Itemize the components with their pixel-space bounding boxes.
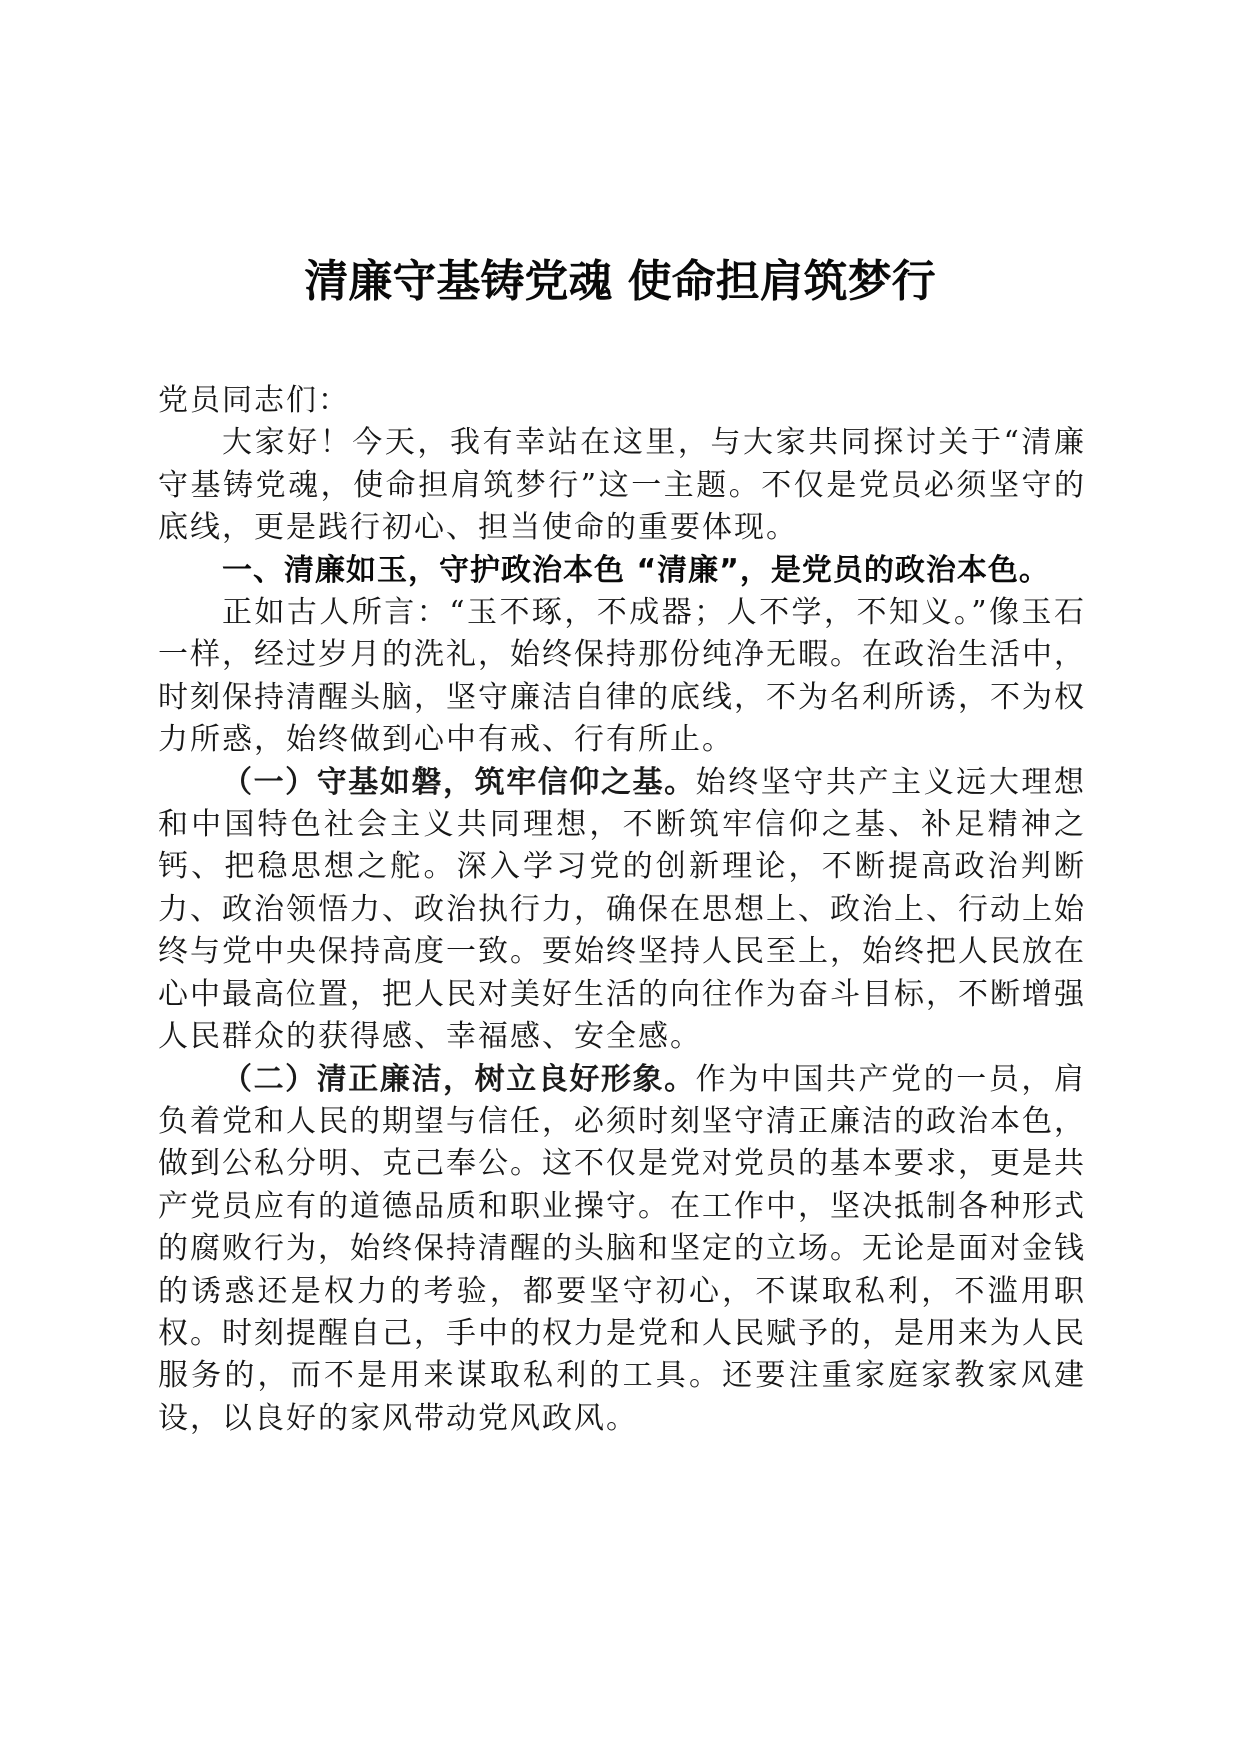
section-heading-1: 一、清廉如玉，守护政治本色 “清廉”，是党员的政治本色。	[222, 552, 1050, 588]
subsection-2-paragraph	[158, 1059, 1086, 1441]
subsection-1-paragraph	[158, 762, 1086, 1059]
document-title: 清廉守基铸党魂 使命担肩筑梦行	[304, 256, 936, 307]
salutation: 党员同志们：	[158, 383, 350, 418]
subsection-2-lead: （二）清正廉洁，树立良好形象。	[222, 1061, 696, 1097]
document-body	[158, 380, 1086, 1440]
subsection-1-text: 始终坚守共产主义远大理想和中国特色社会主义共同理想，不断筑牢信仰之基、补足精神之钙、把稳思想之舵。深入学习党的创新理论，不断提高政治判断力、政治领悟力、政治执行力，确保在思想上、政治上、行动上始终与党中央保持高度一致。要始终坚持人民至上，始终把人民放在心中最高位置，把人民对美好生活的向往作为奋斗目标，不断增强人民群众的获得感、幸福感、安全感。	[158, 764, 1087, 1055]
subsection-1-lead: （一）守基如磐，筑牢信仰之基。	[222, 764, 696, 800]
section-1-paragraph: 正如古人所言：“玉不琢，不成器；人不学，不知义。”像玉石一样，经过岁月的洗礼，始终保持那份纯净无暇。在政治生活中，时刻保持清醒头脑，坚守廉洁自律的底线，不为名利所诱，不为权力所惑，始终做到心中有戒、行有所止。	[158, 595, 1086, 758]
subsection-2-text: 作为中国共产党的一员，肩负着党和人民的期望与信任，必须时刻坚守清正廉洁的政治本色，做到公私分明、克己奉公。这不仅是党对党员的基本要求，更是共产党员应有的道德品质和职业操守。在工作中，坚决抵制各种形式的腐败行为，始终保持清醒的头脑和坚定的立场。无论是面对金钱的诱惑还是权力的考验，都要坚守初心，不谋取私利，不滥用职权。时刻提醒自己，手中的权力是党和人民赋予的，是用来为人民服务的，而不是用来谋取私利的工具。还要注重家庭家教家风建设，以良好的家风带动党风政风。	[158, 1061, 1087, 1436]
intro-paragraph: 大家好！今天，我有幸站在这里，与大家共同探讨关于“清廉守基铸党魂，使命担肩筑梦行”这一主题。不仅是党员必须坚守的底线，更是践行初心、担当使命的重要体现。	[158, 425, 1086, 546]
